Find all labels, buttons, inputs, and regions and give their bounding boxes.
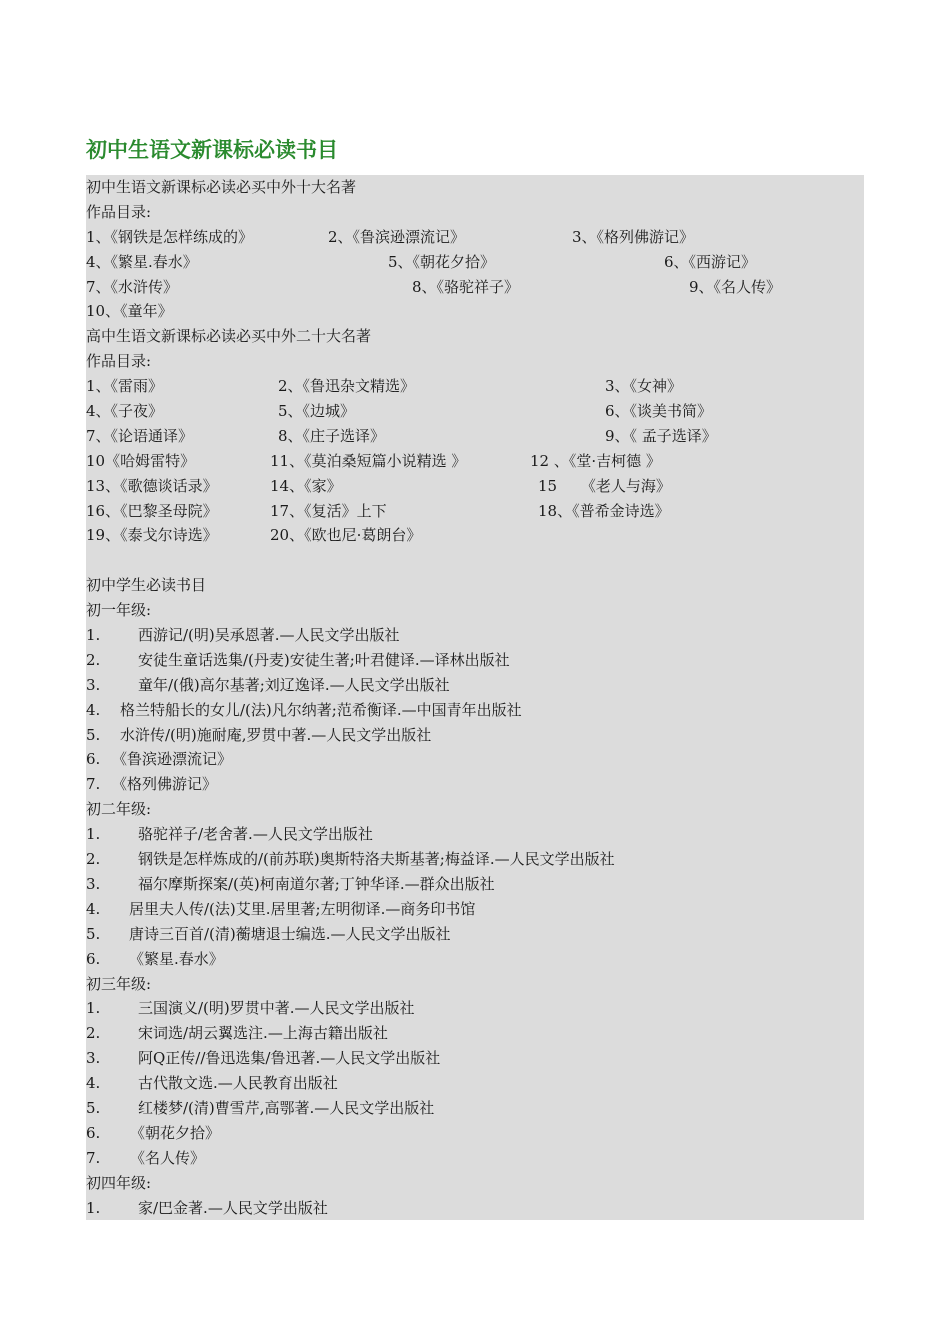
book-entry: 8、《骆驼祥子》	[412, 277, 520, 296]
list-item	[86, 996, 864, 1021]
item-number: 4.	[86, 700, 101, 719]
grade-label	[86, 598, 864, 623]
book-entry: 9、《 孟子选译》	[605, 426, 717, 445]
book-entry: 3、《格列佛游记》	[572, 227, 695, 246]
book-entry: 6、《西游记》	[664, 252, 757, 271]
book-entry: 18、《普希金诗选》	[538, 501, 670, 520]
item-text: 居里夫人传/(法)艾里.居里著;左明彻译.—商务印书馆	[129, 899, 476, 918]
section-subheading	[86, 349, 864, 374]
list-item	[86, 872, 864, 897]
item-text: 安徒生童话选集/(丹麦)安徒生著;叶君健译.—译林出版社	[138, 650, 510, 669]
section-heading-text: 初中生语文新课标必读必买中外十大名著	[86, 178, 357, 196]
item-text: 童年/(俄)高尔基著;刘辽逸译.—人民文学出版社	[138, 675, 450, 694]
list-item	[86, 673, 864, 698]
book-row	[86, 399, 864, 424]
list-item	[86, 747, 864, 772]
section-subheading-text: 作品目录:	[86, 352, 152, 371]
book-entry: 19、《泰戈尔诗选》	[86, 526, 218, 545]
section-subheading-text: 作品目录:	[86, 202, 152, 221]
item-text: 水浒传/(明)施耐庵,罗贯中著.—人民文学出版社	[120, 725, 432, 744]
item-number: 6.	[86, 750, 101, 769]
book-entry: 20、《欧也尼·葛朗台》	[270, 526, 422, 545]
item-text: 《名人传》	[130, 1148, 206, 1167]
list-item	[86, 822, 864, 847]
section-heading	[86, 175, 864, 200]
book-row	[86, 474, 864, 499]
book-entry: 15 《老人与海》	[538, 476, 671, 495]
book-entry: 10《哈姆雷特》	[86, 451, 196, 470]
book-entry: 5、《朝花夕拾》	[388, 252, 496, 271]
grade-label-text: 初二年级:	[86, 800, 152, 819]
book-entry: 10、《童年》	[86, 302, 173, 321]
book-row	[86, 374, 864, 399]
item-number: 3.	[86, 874, 101, 893]
item-number: 6.	[86, 1123, 101, 1142]
book-entry: 6、《谈美书简》	[605, 402, 713, 421]
book-row	[86, 449, 864, 474]
item-text: 西游记/(明)吴承恩著.—人民文学出版社	[138, 626, 400, 645]
book-entry: 1、《钢铁是怎样练成的》	[86, 227, 254, 246]
grade-label	[86, 972, 864, 997]
item-text: 骆驼祥子/老舍著.—人民文学出版社	[138, 825, 373, 844]
book-row	[86, 225, 864, 250]
item-number: 1.	[86, 626, 101, 645]
list-item	[86, 723, 864, 748]
content-block	[86, 175, 864, 1220]
list-item	[86, 772, 864, 797]
item-text: 唐诗三百首/(清)蘅塘退士编选.—人民文学出版社	[129, 924, 451, 943]
book-entry: 3、《女神》	[605, 377, 683, 396]
book-entry: 5、《边城》	[278, 402, 356, 421]
page-title: 初中生语文新课标必读书目	[86, 138, 338, 162]
item-text: 《繁星.春水》	[129, 949, 224, 968]
list-item	[86, 1121, 864, 1146]
book-row	[86, 499, 864, 524]
item-number: 4.	[86, 899, 101, 918]
list-item	[86, 947, 864, 972]
item-number: 2.	[86, 850, 101, 869]
book-row	[86, 424, 864, 449]
book-entry: 4、《子夜》	[86, 402, 164, 421]
grade-label-text: 初一年级:	[86, 601, 152, 620]
item-number: 2.	[86, 650, 101, 669]
item-text: 家/巴金著.—人民文学出版社	[138, 1198, 328, 1217]
book-entry: 4、《繁星.春水》	[86, 252, 198, 271]
item-text: 格兰特船长的女儿/(法)凡尔纳著;范希衡译.—中国青年出版社	[120, 700, 522, 719]
grade-label-text: 初四年级:	[86, 1173, 152, 1192]
list-item	[86, 623, 864, 648]
book-entry: 16、《巴黎圣母院》	[86, 501, 218, 520]
book-entry: 8、《庄子选译》	[278, 426, 386, 445]
item-number: 7.	[86, 775, 101, 794]
item-number: 1.	[86, 825, 101, 844]
book-entry: 9、《名人传》	[689, 277, 782, 296]
book-entry: 7、《论语通译》	[86, 426, 194, 445]
item-number: 1.	[86, 1198, 101, 1217]
item-text: 阿Q正传//鲁迅选集/鲁迅著.—人民文学出版社	[138, 1049, 441, 1068]
list-item	[86, 1096, 864, 1121]
grade-label-text: 初三年级:	[86, 974, 152, 993]
item-number: 2.	[86, 1024, 101, 1043]
item-text: 《格列佛游记》	[112, 775, 218, 794]
section-heading	[86, 573, 864, 598]
list-item	[86, 698, 864, 723]
book-entry: 11、《莫泊桑短篇小说精选 》	[270, 451, 467, 470]
item-number: 6.	[86, 949, 101, 968]
book-entry: 14、《家》	[270, 476, 342, 495]
list-item	[86, 1071, 864, 1096]
item-text: 三国演义/(明)罗贯中著.—人民文学出版社	[138, 999, 415, 1018]
list-item	[86, 847, 864, 872]
item-number: 3.	[86, 1049, 101, 1068]
item-text: 红楼梦/(清)曹雪芹,高鄂著.—人民文学出版社	[138, 1098, 435, 1117]
item-text: 宋词选/胡云翼选注.—上海古籍出版社	[138, 1024, 388, 1043]
book-row	[86, 299, 864, 324]
list-item	[86, 1196, 864, 1221]
item-text: 福尔摩斯探案/(英)柯南道尔著;丁钟华译.—群众出版社	[138, 874, 495, 893]
book-entry: 7、《水浒传》	[86, 277, 179, 296]
item-number: 7.	[86, 1148, 101, 1167]
item-text: 《鲁滨逊漂流记》	[112, 750, 233, 769]
book-entry: 12 、《堂·吉柯德 》	[530, 451, 661, 470]
book-row	[86, 250, 864, 275]
item-number: 5.	[86, 725, 101, 744]
item-number: 5.	[86, 1098, 101, 1117]
book-row	[86, 523, 864, 548]
book-entry: 13、《歌德谈话录》	[86, 476, 218, 495]
section-subheading	[86, 200, 864, 225]
section-heading	[86, 324, 864, 349]
book-entry: 2、《鲁迅杂文精选》	[278, 377, 416, 396]
section-heading-text: 高中生语文新课标必读必买中外二十大名著	[86, 327, 372, 346]
grade-label	[86, 1171, 864, 1196]
item-number: 1.	[86, 999, 101, 1018]
item-text: 钢铁是怎样炼成的/(前苏联)奥斯特洛夫斯基著;梅益译.—人民文学出版社	[138, 850, 615, 869]
list-item	[86, 1146, 864, 1171]
section-heading-text: 初中学生必读书目	[86, 576, 207, 595]
item-number: 4.	[86, 1074, 101, 1093]
item-number: 5.	[86, 924, 101, 943]
blank-line	[86, 548, 864, 573]
item-text: 古代散文选.—人民教育出版社	[138, 1074, 338, 1093]
list-item	[86, 897, 864, 922]
book-entry: 2、《鲁滨逊漂流记》	[328, 227, 466, 246]
item-number: 3.	[86, 675, 101, 694]
list-item	[86, 922, 864, 947]
list-item	[86, 1046, 864, 1071]
grade-label	[86, 797, 864, 822]
book-entry: 17、《复活》上下	[270, 501, 387, 520]
list-item	[86, 1021, 864, 1046]
item-text: 《朝花夕拾》	[130, 1123, 221, 1142]
book-row	[86, 275, 864, 300]
list-item	[86, 648, 864, 673]
book-entry: 1、《雷雨》	[86, 377, 164, 396]
